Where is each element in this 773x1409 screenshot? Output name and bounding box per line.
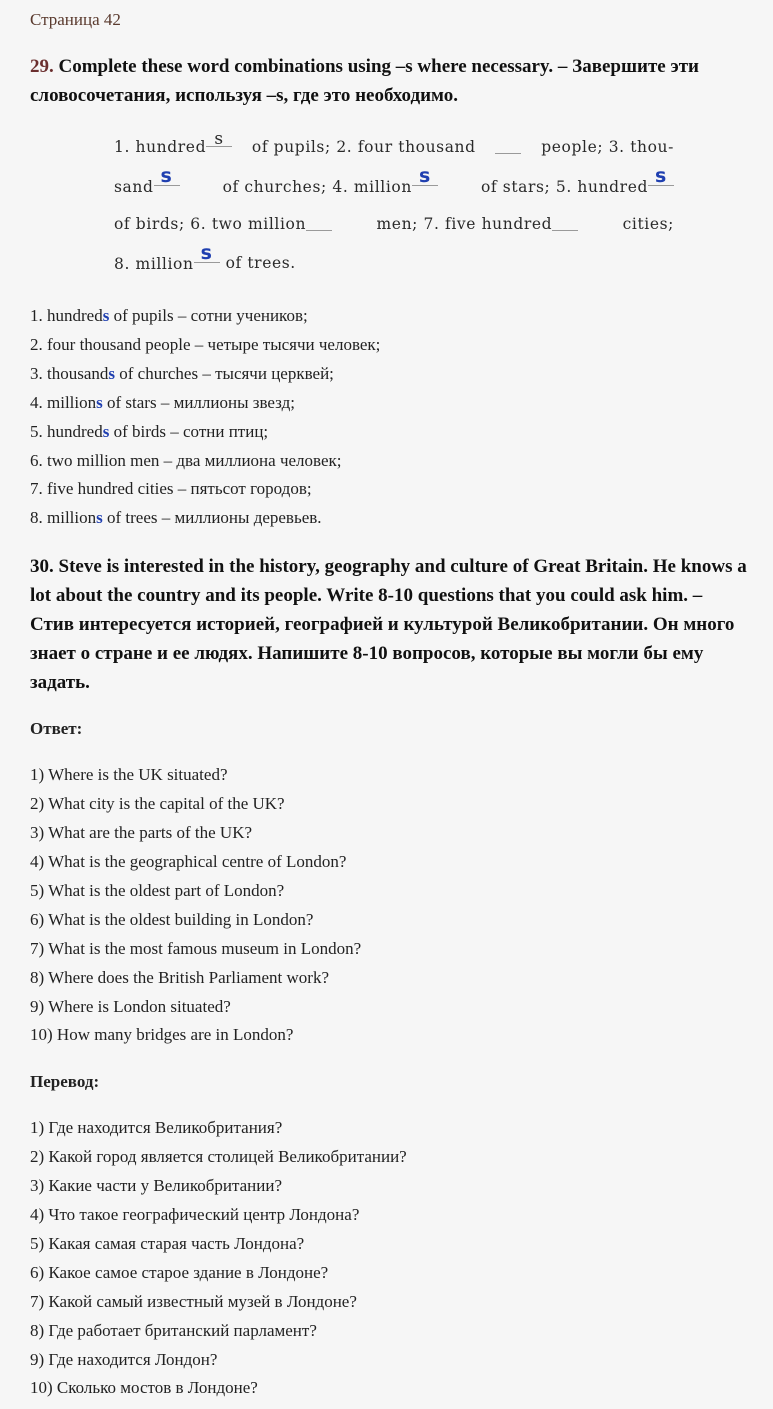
exercise-line-3: of birds; 6. two million men; 7. five hundred cities; xyxy=(114,215,674,233)
exercise-blank: s xyxy=(412,169,438,186)
exercise-blank xyxy=(306,214,332,231)
question-item: 2) What city is the capital of the UK? xyxy=(30,794,285,814)
exercise-line-4: 8. million s of trees. xyxy=(114,241,296,273)
answer-item: 8. millions of trees – миллионы деревьев. xyxy=(30,508,322,528)
task-29-heading-text: Complete these word combinations using –s where necessary. – Завершите эти словосочетания, используя –s, где это необходимо. xyxy=(30,56,699,106)
answer-label: Ответ: xyxy=(30,719,83,739)
answer-item: 6. two million men – два миллиона человек; xyxy=(30,450,342,470)
question-item: 8) Where does the British Parliament work? xyxy=(30,967,329,987)
translation-item: 9) Где находится Лондон? xyxy=(30,1349,218,1369)
translation-item: 3) Какие части у Великобритании? xyxy=(30,1176,283,1196)
answer-item: 1. hundreds of pupils – сотни учеников; xyxy=(30,306,308,325)
answer-item: 5. hundreds of birds – сотни птиц; xyxy=(30,421,269,441)
question-item: 9) Where is London situated? xyxy=(30,996,231,1016)
answer-item: 2. four thousand people – четыре тысячи человек; xyxy=(30,334,381,354)
question-item: 6) What is the oldest building in London? xyxy=(30,909,314,929)
questions-list xyxy=(30,761,747,1050)
task-29-heading xyxy=(30,52,747,110)
task-29-number: 29. xyxy=(30,56,54,77)
translations-list xyxy=(30,1114,747,1403)
question-item: 10) How many bridges are in London? xyxy=(30,1025,294,1045)
question-item: 7) What is the most famous museum in London? xyxy=(30,938,362,958)
question-item: 1) Where is the UK situated? xyxy=(30,765,228,785)
exercise-line-2: sand s of churches; 4. million s of stars; 5. hundred s xyxy=(114,167,674,206)
exercise-blank: s xyxy=(206,130,232,147)
exercise-blank: s xyxy=(648,169,674,186)
task-29-answers xyxy=(30,302,747,533)
translation-item: 7) Какой самый известный музей в Лондоне? xyxy=(30,1291,357,1311)
task-30-heading: 30. Steve is interested in the history, geography and culture of Great Britain. He knows a lot about the country and its people. Write 8-10 questions that you could ask him. – Стив интересуется историей, географией и культурой Великобритании. Он много знает о стране и ее людях. Напишите 8-10 вопросов, которые вы могли бы ему задать. xyxy=(30,556,747,694)
exercise-blank xyxy=(552,214,578,231)
translation-item: 10) Сколько мостов в Лондоне? xyxy=(30,1378,258,1398)
translation-item: 1) Где находится Великобритания? xyxy=(30,1118,283,1138)
translation-item: 8) Где работает британский парламент? xyxy=(30,1320,317,1340)
answer-item: 3. thousands of churches – тысячи церквей; xyxy=(30,363,334,383)
exercise-blank: s xyxy=(154,169,180,186)
page-number: Страница 42 xyxy=(30,10,121,29)
translation-item: 2) Какой город является столицей Великобритании? xyxy=(30,1147,407,1167)
answer-item: 4. millions of stars – миллионы звезд; xyxy=(30,392,295,412)
exercise-image xyxy=(114,128,674,282)
question-item: 5) What is the oldest part of London? xyxy=(30,880,285,900)
question-item: 4) What is the geographical centre of London? xyxy=(30,851,347,871)
exercise-blank: s xyxy=(194,246,220,263)
translation-label: Перевод: xyxy=(30,1072,100,1092)
answer-item: 7. five hundred cities – пятьсот городов; xyxy=(30,479,312,499)
exercise-line-1: 1. hundred s of pupils; 2. four thousand people; 3. thou- xyxy=(114,129,674,156)
question-item: 3) What are the parts of the UK? xyxy=(30,823,253,843)
exercise-blank xyxy=(495,137,521,154)
translation-item: 6) Какое самое старое здание в Лондоне? xyxy=(30,1262,329,1282)
translation-item: 4) Что такое географический центр Лондона? xyxy=(30,1205,360,1225)
translation-item: 5) Какая самая старая часть Лондона? xyxy=(30,1233,305,1253)
